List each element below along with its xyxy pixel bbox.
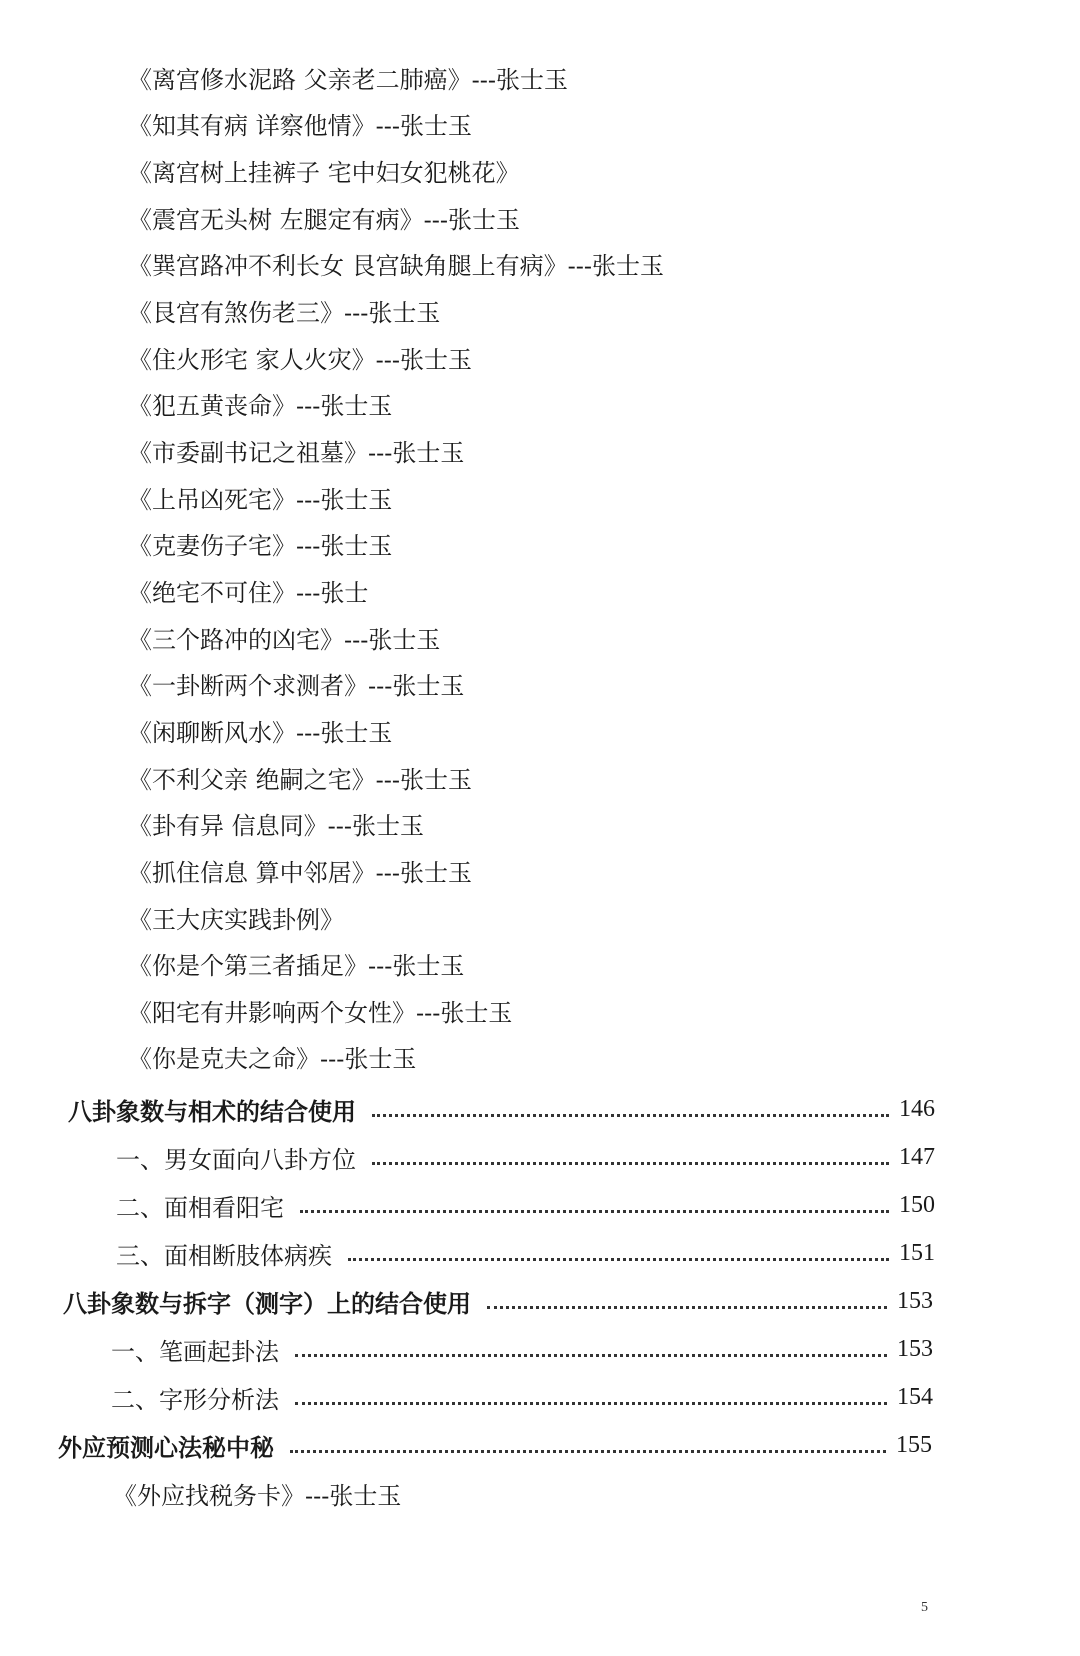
dot-leader — [487, 1306, 887, 1309]
entry-line: 《你是克夫之命》---张士玉 — [128, 1045, 417, 1073]
entry-line: 《卦有异 信息同》---张士玉 — [128, 812, 424, 840]
entry-line: 《克妻伤子宅》---张士玉 — [128, 532, 393, 560]
dot-leader — [348, 1258, 889, 1261]
toc-row — [116, 1236, 935, 1270]
entry-line: 《离宫树上挂裤子 宅中妇女犯桃花》 — [128, 159, 520, 187]
dot-leader — [290, 1450, 886, 1453]
entry-line: 《震宫无头树 左腿定有病》---张士玉 — [128, 206, 520, 234]
toc-page-number: 153 — [897, 1335, 933, 1362]
toc-row — [68, 1092, 935, 1126]
entry-line: 《阳宅有井影响两个女性》---张士玉 — [128, 999, 513, 1027]
toc-title: 一、男女面向八卦方位 — [116, 1145, 356, 1174]
dot-leader — [372, 1162, 889, 1165]
toc-row — [63, 1284, 933, 1318]
toc-page-number: 154 — [897, 1383, 933, 1410]
toc-title: 八卦象数与相术的结合使用 — [68, 1096, 356, 1126]
entry-line: 《知其有病 详察他情》---张士玉 — [128, 112, 472, 140]
entry-line: 《三个路冲的凶宅》---张士玉 — [128, 626, 441, 654]
entry-line: 《上吊凶死宅》---张士玉 — [128, 486, 393, 514]
toc-title: 二、面相看阳宅 — [116, 1193, 284, 1222]
toc-row — [116, 1188, 935, 1222]
toc-title: 二、字形分析法 — [111, 1385, 279, 1414]
entry-line: 《艮宫有煞伤老三》---张士玉 — [128, 299, 441, 327]
dot-leader — [372, 1114, 889, 1117]
entry-line: 《住火形宅 家人火灾》---张士玉 — [128, 346, 472, 374]
dot-leader — [295, 1402, 887, 1405]
toc-page-number: 155 — [896, 1431, 932, 1458]
toc-row — [111, 1380, 933, 1414]
toc-page-number: 147 — [899, 1143, 935, 1170]
dot-leader — [300, 1210, 889, 1213]
toc-row — [116, 1140, 935, 1174]
toc-page-number: 150 — [899, 1191, 935, 1218]
entry-line: 《巽宫路冲不利长女 艮宫缺角腿上有病》---张士玉 — [128, 252, 664, 280]
entry-line: 《王大庆实践卦例》 — [128, 906, 344, 934]
toc-title: 八卦象数与拆字（测字）上的结合使用 — [63, 1288, 471, 1318]
entry-line: 《你是个第三者插足》---张士玉 — [128, 952, 465, 980]
entry-line: 《一卦断两个求测者》---张士玉 — [128, 672, 465, 700]
entry-line: 《外应找税务卡》---张士玉 — [113, 1482, 402, 1510]
page-number: 5 — [921, 1600, 928, 1615]
toc-title: 外应预测心法秘中秘 — [58, 1432, 274, 1462]
entry-line: 《市委副书记之祖墓》---张士玉 — [128, 439, 465, 467]
dot-leader — [295, 1354, 887, 1357]
toc-page-number: 146 — [899, 1095, 935, 1122]
entry-line: 《抓住信息 算中邻居》---张士玉 — [128, 859, 472, 887]
toc-page-number: 153 — [897, 1287, 933, 1314]
entry-line: 《犯五黄丧命》---张士玉 — [128, 392, 393, 420]
toc-title: 三、面相断肢体病疾 — [116, 1241, 332, 1270]
toc-row — [111, 1332, 933, 1366]
entry-line: 《离宫修水泥路 父亲老二肺癌》---张士玉 — [128, 66, 568, 94]
toc-page-number: 151 — [899, 1239, 935, 1266]
entry-line: 《不利父亲 绝嗣之宅》---张士玉 — [128, 766, 472, 794]
toc-title: 一、笔画起卦法 — [111, 1337, 279, 1366]
entry-line: 《绝宅不可住》---张士 — [128, 579, 369, 607]
toc-row — [58, 1428, 932, 1462]
entry-line: 《闲聊断风水》---张士玉 — [128, 719, 393, 747]
